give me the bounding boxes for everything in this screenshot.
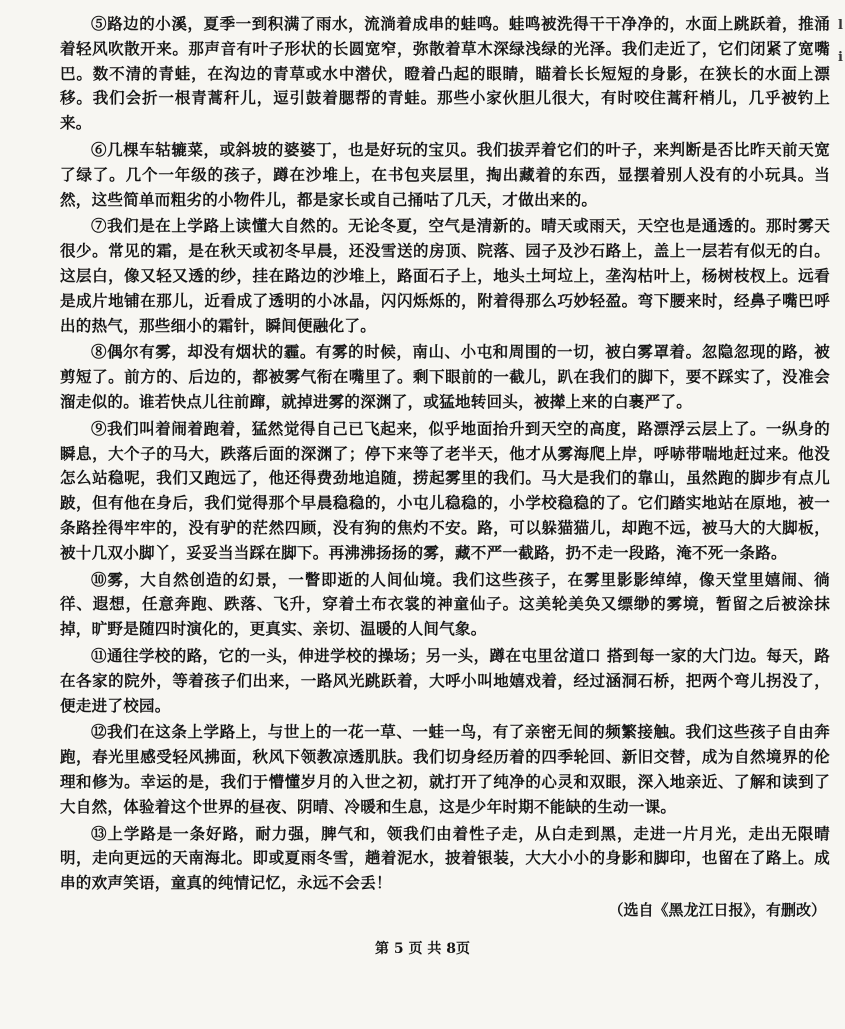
paragraph-11: ⑪通往学校的路，它的一头，伸进学校的操场；另一头，蹲在屯里岔道口 搭到每一家的大门边。每天，路在各家的院外，等着孩子们出来，一路风光跳跃着，大呼小叫地嬉戏着，经过涵洞石桥，把两个弯儿拐没了，便走进了校园。: [60, 645, 830, 715]
margin-fragment-1: l: [838, 18, 843, 33]
page-number: 第 5 页 共 8页: [375, 941, 470, 957]
margin-fragment-2: i: [838, 50, 843, 65]
paragraph-5: ⑤路边的小溪，夏季一到积满了雨水，流淌着成串的蛙鸣。蛙鸣被洗得干干净净的，水面上跳跃着，推涌着轻风吹散开来。那声音有叶子形状的长圆宽窄，弥散着草木深绿浅绿的光泽。我们走近了，它们闭紧了宽嘴巴。数不清的青蛙，在沟边的青草或水中潜伏，瞪着凸起的眼睛，瞄着长长短短的身影，在狭长的水面上漂移。我们会折一根青蒿秆儿，逗引鼓着腮帮的青蛙。那些小家伙胆儿很大，有时咬住蒿秆梢儿，几乎被钓上来。: [60, 14, 830, 133]
paragraph-6: ⑥几棵车轱辘菜，或斜坡的婆婆丁，也是好玩的宝贝。我们拔弄着它们的叶子，来判断是否比昨天前天宽了绿了。几个一年级的孩子，蹲在沙堆上，在书包夹层里，掏出藏着的东西，显摆着别人没有的小玩具。当然，这些简单而粗劣的小物件儿，都是家长或自己捅咕了几天，才做出来的。: [60, 139, 830, 209]
paragraph-10: ⑩雾，大自然创造的幻景，一瞥即逝的人间仙境。我们这些孩子，在雾里影影绰绰，像天堂里嬉闹、徜徉、遐想，任意奔跑、跌落、飞升，穿着土布衣裳的神童仙子。这美轮美奂又缥缈的雾境，暂留之后被涂抹掉，旷野是随四时演化的，更真实、亲切、温暖的人间气象。: [60, 569, 830, 639]
paragraph-7: ⑦我们是在上学路上读懂大自然的。无论冬夏，空气是清新的。晴天或雨天，天空也是通透的。那时雾天很少。常见的霜，是在秋天或初冬早晨，还没雪送的房顶、院落、园子及沙石路上，盖上一层若有似无的白。这层白，像又轻又透的纱，挂在路边的沙堆上，路面石子上，地头土坷垃上，垄沟枯叶上，杨树枝杈上。远看是成片地铺在那儿，近看成了透明的小冰晶，闪闪烁烁的，附着得那么巧妙轻盈。弯下腰来时，经鼻子嘴巴呼出的热气，那些细小的霜针，瞬间便融化了。: [60, 216, 830, 335]
paragraph-13: ⑬上学路是一条好路，耐力强，脾气和，领我们由着性子走，从白走到黑，走进一片月光，走出无限晴明，走向更远的天南海北。即或夏雨冬雪，趟着泥水，披着银装，大大小小的身影和脚印，也留在了路上。成串的欢声笑语，童真的纯情记忆，永远不会丢！: [60, 823, 830, 893]
paragraph-8: ⑧偶尔有雾，却没有烟状的霾。有雾的时候，南山、小屯和周围的一切，被白雾罩着。忽隐忽现的路，被剪短了。前方的、后边的，都被雾气衔在嘴里了。剩下眼前的一截儿，趴在我们的脚下，要不踩实了，没准会溜走似的。谁若快点儿往前蹿，就掉进雾的深渊了，或猛地转回头，被撵上来的白裹严了。: [60, 342, 830, 411]
article-body: [60, 12, 830, 922]
source-citation: （选自《黑龙江日报》，有删改）: [608, 900, 826, 919]
paragraph-12: ⑫我们在这条上学路上，与世上的一花一草、一蛙一鸟，有了亲密无间的频繁接触。我们这些孩子自由奔跑，春光里感受轻风拂面，秋风下领教凉透肌肤。我们切身经历着的四季轮回、新旧交替，成为自然境界的伦理和修为。幸运的是，我们于懵懂岁月的入世之初，就打开了纯净的心灵和双眼，深入地亲近、了解和读到了大自然，体验着这个世界的昼夜、阴晴、冷暖和生息，这是少年时期不能缺的生动一课。: [60, 722, 830, 816]
paragraph-9: ⑨我们叫着闹着跑着，猛然觉得自己已飞起来，似乎地面抬升到天空的高度，路漂浮云层上了。一纵身的瞬息，大个子的马大，跌落后面的深渊了；停下来等了老半天，他才从雾海爬上岸，呼哧带喘地赶过来。他没怎么站稳呢，我们又跑远了，他还得费劲地追随，捞起雾里的我们。马大是我们的靠山，虽然跑的脚步有点儿跛，但有他在身后，我们觉得那个早晨稳稳的，小屯儿稳稳的，小学校稳稳的了。它们踏实地站在原地，被一条路拴得牢牢的，没有驴的茫然四顾，没有狗的焦灼不安。路，可以躲猫猫儿，却跑不远，被马大的大脚板，被十几双小脚丫，妥妥当当踩在脚下。再沸沸扬扬的雾，藏不严一截路，扔不走一段路，淹不死一条路。: [60, 418, 830, 562]
